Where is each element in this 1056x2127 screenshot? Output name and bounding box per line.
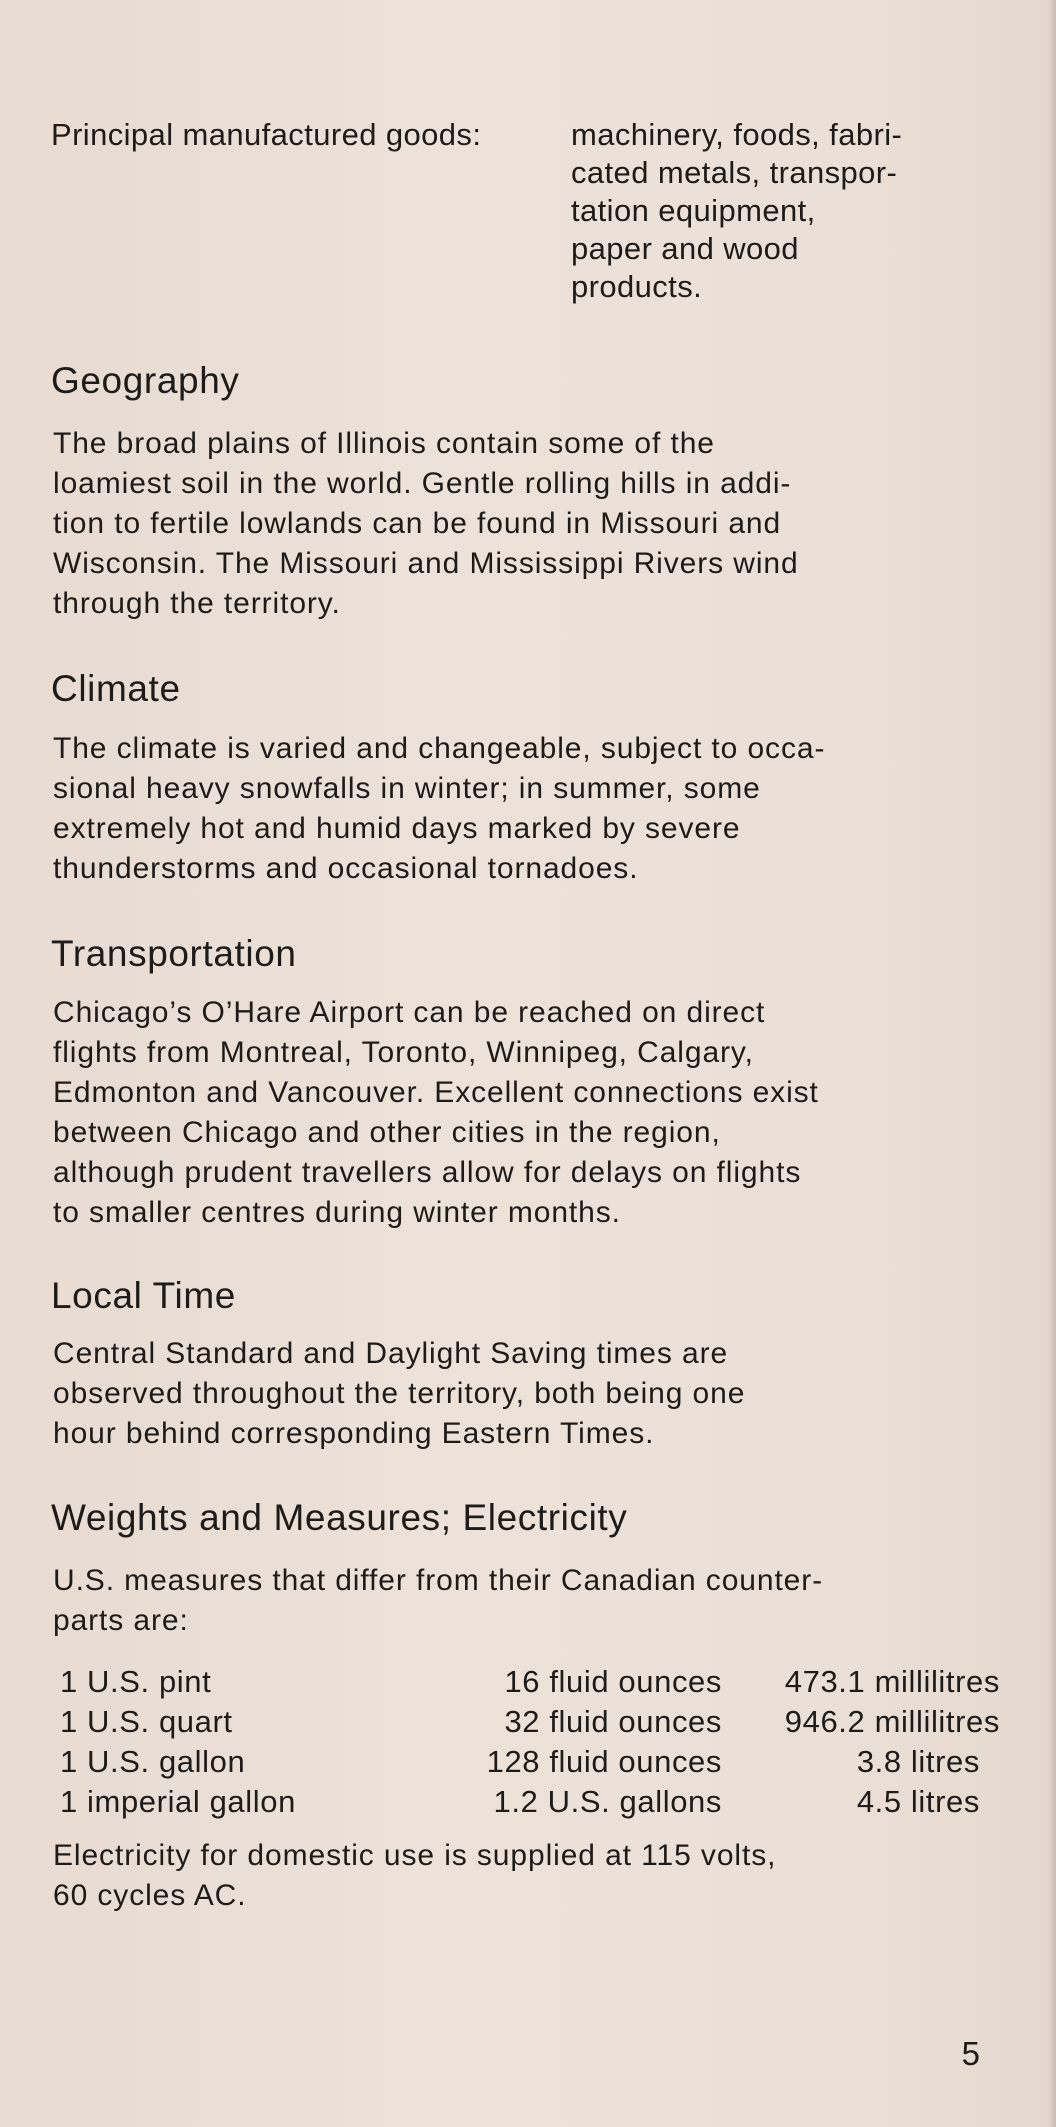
- measures-table: [60, 1662, 1000, 1822]
- measure-metric: 3.8 litres: [856, 1744, 980, 1779]
- text-line: tion to fertile lowlands can be found in Missouri and: [53, 507, 782, 540]
- text-line: Chicago’s O’Hare Airport can be reached on direct: [53, 996, 766, 1029]
- text-line: although prudent travellers allow for delays on flights: [53, 1156, 802, 1189]
- measures-row: [60, 1702, 1000, 1742]
- text-line: to smaller centres during winter months.: [53, 1196, 621, 1229]
- local-time-heading: Local Time: [51, 1275, 236, 1316]
- weights-heading: Weights and Measures; Electricity: [51, 1497, 628, 1538]
- text-line: parts are:: [53, 1604, 189, 1637]
- text-line: hour behind corresponding Eastern Times.: [53, 1417, 655, 1450]
- text-line: through the territory.: [53, 587, 341, 620]
- text-line: loamiest soil in the world. Gentle rolling hills in addi-: [53, 467, 792, 500]
- measure-us-equivalent: 128 fluid ounces: [486, 1744, 722, 1779]
- measure-unit: 1 U.S. quart: [60, 1704, 233, 1739]
- measure-unit: 1 U.S. gallon: [60, 1744, 246, 1779]
- transportation-paragraph: [53, 993, 1013, 1233]
- climate-heading: Climate: [51, 668, 181, 709]
- text-line: Wisconsin. The Missouri and Mississippi Rivers wind: [53, 547, 799, 580]
- measure-metric: 473.1 millilitres: [784, 1664, 1000, 1699]
- text-line: sional heavy snowfalls in winter; in summer, some: [53, 772, 761, 805]
- measures-row: [60, 1742, 1000, 1782]
- measure-unit: 1 imperial gallon: [60, 1784, 296, 1819]
- electricity-paragraph: [53, 1836, 1013, 1916]
- measure-metric: 946.2 millilitres: [784, 1704, 1000, 1739]
- text-line: The broad plains of Illinois contain some of the: [53, 427, 715, 460]
- page-edge-shadow: [1048, 0, 1056, 2127]
- manufactured-goods-label: Principal manufactured goods:: [51, 117, 482, 152]
- manufactured-goods-value: machinery, foods, fabri- cated metals, transpor- tation equipment, paper and wood products.: [571, 117, 903, 304]
- measure-metric: 4.5 litres: [856, 1784, 980, 1819]
- geography-heading: Geography: [51, 360, 240, 401]
- text-line: between Chicago and other cities in the region,: [53, 1116, 721, 1149]
- text-line: 60 cycles AC.: [53, 1879, 247, 1912]
- measure-us-equivalent: 16 fluid ounces: [504, 1664, 722, 1699]
- local-time-paragraph: [53, 1334, 1013, 1454]
- measure-us-equivalent: 1.2 U.S. gallons: [493, 1784, 722, 1819]
- text-line: flights from Montreal, Toronto, Winnipeg, Calgary,: [53, 1036, 754, 1069]
- text-line: observed throughout the territory, both being one: [53, 1377, 746, 1410]
- text-line: Electricity for domestic use is supplied at 115 volts,: [53, 1839, 777, 1872]
- transportation-heading: Transportation: [51, 933, 297, 974]
- text-line: Edmonton and Vancouver. Excellent connections exist: [53, 1076, 819, 1109]
- page-number: 5: [961, 2035, 980, 2072]
- measures-row: [60, 1782, 1000, 1822]
- climate-paragraph: [53, 729, 1013, 889]
- geography-paragraph: [53, 424, 1013, 624]
- measure-us-equivalent: 32 fluid ounces: [504, 1704, 722, 1739]
- weights-intro: [53, 1561, 1013, 1641]
- measures-row: [60, 1662, 1000, 1702]
- measure-unit: 1 U.S. pint: [60, 1664, 212, 1699]
- text-line: Central Standard and Daylight Saving times are: [53, 1337, 729, 1370]
- text-line: extremely hot and humid days marked by severe: [53, 812, 741, 845]
- text-line: U.S. measures that differ from their Canadian counter-: [53, 1564, 824, 1597]
- text-line: thunderstorms and occasional tornadoes.: [53, 852, 639, 885]
- text-line: The climate is varied and changeable, subject to occa-: [53, 732, 826, 765]
